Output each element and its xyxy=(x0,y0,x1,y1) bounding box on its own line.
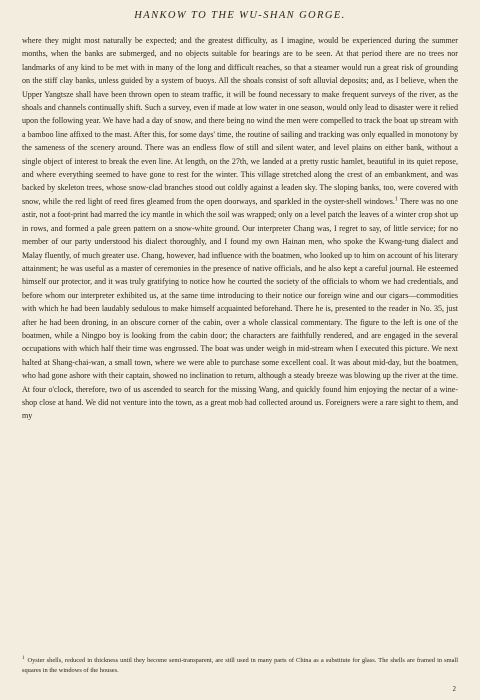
footnote-number: 1 xyxy=(22,655,25,661)
body-text-before-note: where they might most naturally be expected; and the greatest difficulty, as I imagine, would be experienced during the summer months, when the banks are submerged, and no objects suitable for bearings are to be seen. At that period there are no trees nor landmarks of any kind to be met with in many of the long and difficult reaches, so that a steamer would run a great risk of grounding on the stiff clay banks, unless guided by a system of buoys. All the shoals consist of soft alluvial deposits; and, as I believe, when the Upper Yangtsze shall have been thrown open to steam traffic, it will be found necessary to make frequent surveys of the river, as the shoals and channels continually shift. Such a survey, even if made at low water in one season, would only lead to disaster were it relied upon the following year. We have had a day of snow, and there being no wind the men were compelled to track the boat up stream with a bamboo line affixed to the mast. After this, for some days' time, the routine of sailing and tracking was only equalled in monotony by the sameness of the scenery around. There was an endless flow of still and silent water, and level plains on either bank, without a single object of interest to break the even line. At length, on the 27th, we landed at a pretty rustic hamlet, beautiful in its quiet repose, and where everything seemed to have gone to rest for the winter. This village stretched along the crest of an embankment, and was backed by skeleton trees, whose snow-clad branches stood out coldly against a leaden sky. The sloping banks, too, were covered with snow, while the red light of reed fires gleamed from the open doorways, and sparkled in the oyster-shell windows. xyxy=(22,36,458,206)
body-text-block xyxy=(22,34,458,423)
footnote-marker[interactable]: 1 xyxy=(394,196,398,203)
footnote xyxy=(22,656,458,676)
running-head-title: HANKOW TO THE WU-SHAN GORGE. xyxy=(134,10,346,21)
body-text-after-note: There was no one astir, not a foot-print had marred the icy mantle in which the soil was wrapped; only on a level patch the leaves of a winter crop shot up in rows, and formed a pale green pattern on a snow-white ground. Our interpreter Chang was, I regret to say, of little service; for no member of our party understood his dialect thoroughly, and I found my own Hainan men, who spoke the Kwang-tung dialect and Malay fluently, of much greater use. Chang, however, had influence with the boatmen, who looked up to him on account of his literary attainment; he was useful as a master of ceremonies in the presence of native officials, and he also kept a careful journal. He esteemed himself our protector, and it was truly gratifying to notice how he courted the society of the officials to whom we had credentials, and before whom our interpreter exhibited us, at the same time introducing to their notice our foreign wine and our cigars—commodities with which he had been laudably sedulous to make himself acquainted beforehand. There he is, presented to the reader in No. 35, just after he had been droning, in an obscure corner of the cabin, over a whole classical commentary. The figure to the left is one of the boatmen, while a Ningpo boy is looking from the cabin door; the characters are faithfully rendered, and are engaged in the several occupations with which half their time was engrossed. The boat was under weigh in mid-stream when I executed this picture. We next halted at Shang-chai-wan, a small town, where we were able to purchase some excellent coal. It was about mid-day, but the boatmen, who had gone ashore with their captain, showed no inclination to return, although a steady breeze was blowing up the river at the time. At four o'clock, therefore, two of us ascended to search for the missing Wang, and quickly found him enjoying the nectar of a wine-shop close at hand. We did not venture into the town, as a great mob had collected around us. Foreigners were a rare sight to them, and my xyxy=(22,196,458,421)
body-paragraph xyxy=(22,34,458,423)
page-number: 2 xyxy=(452,685,456,693)
footnote-text: Oyster shells, reduced in thickness until they become semi-transparent, are still used in many parts of China as a substitute for glass. The shells are framed in small squares in the windows of the houses. xyxy=(22,657,458,674)
